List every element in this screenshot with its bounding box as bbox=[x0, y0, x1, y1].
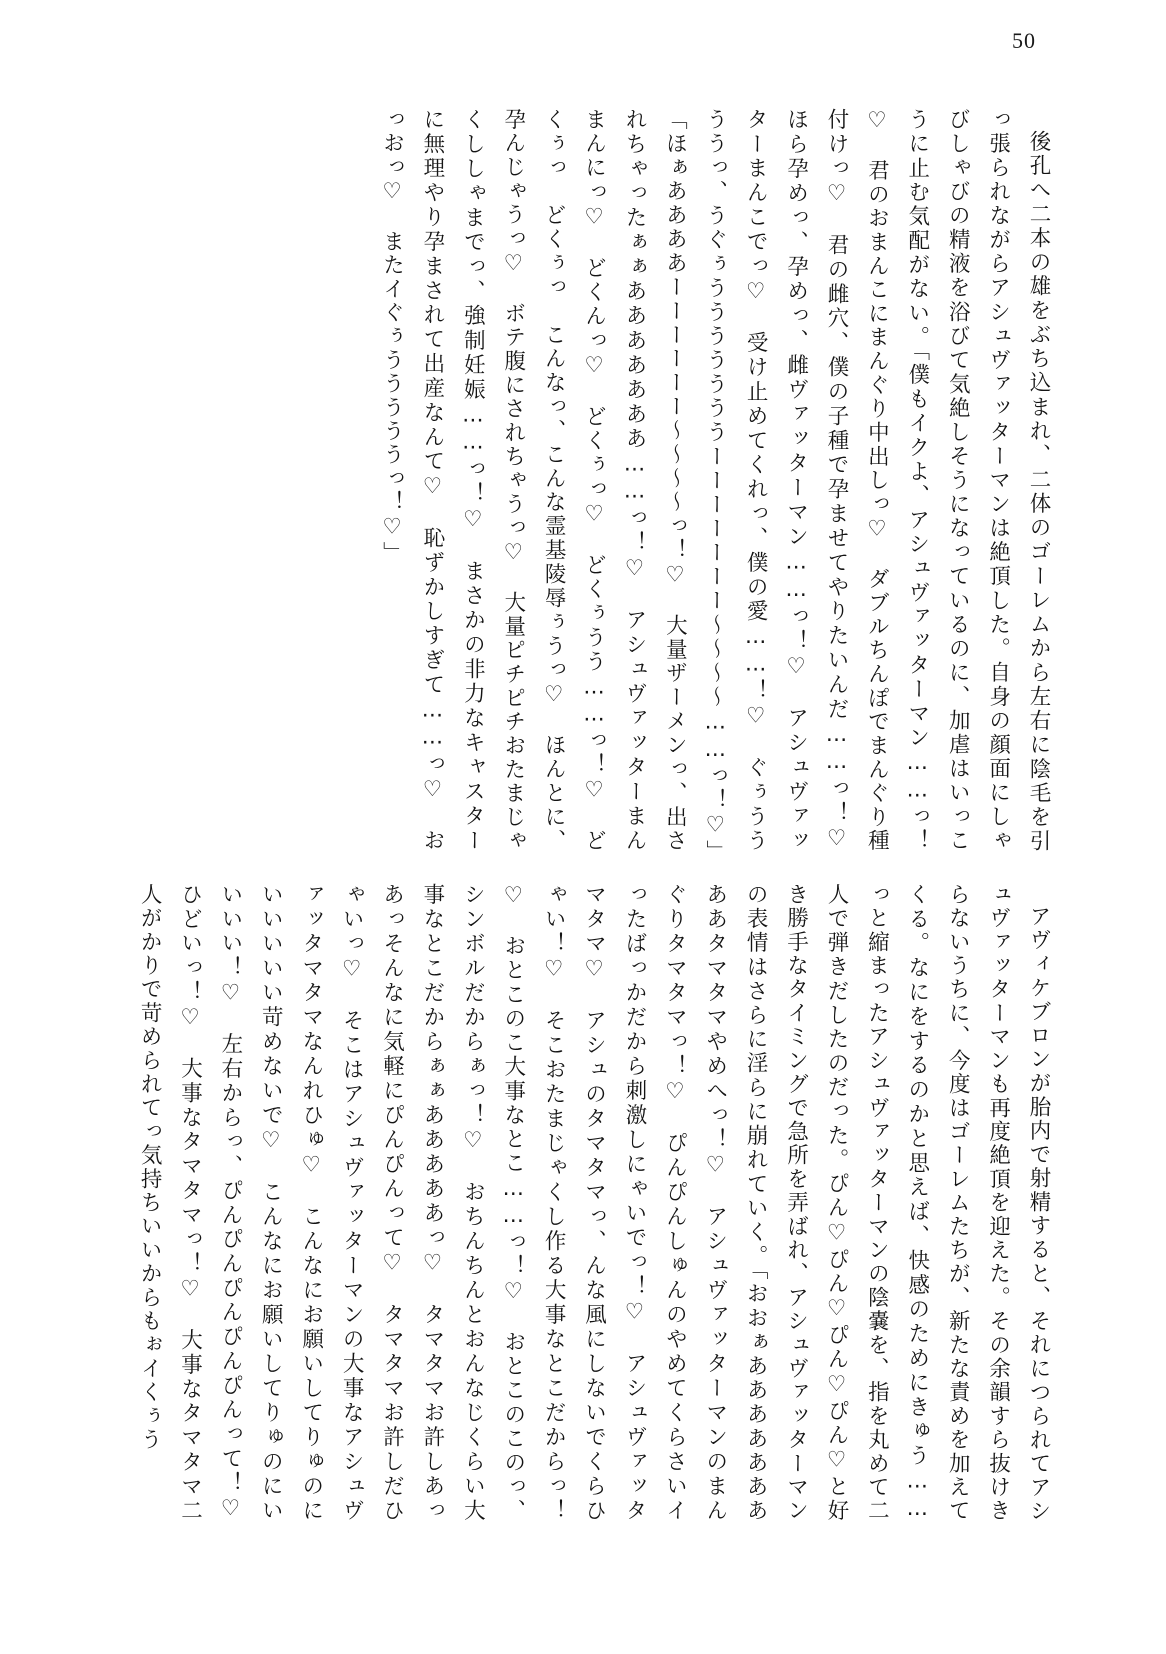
page-body bbox=[108, 108, 1058, 1547]
body-paragraph-1: 後孔へ二本の雄をぶち込まれ、二体のゴーレムから左右に陰毛を引っ張られながらアシュヴァッターマンは絶頂した。自身の顔面にしゃびしゃびの精液を浴びて気絶しそうになっているのに、加虐はいっこうに止む気配がない。「僕もイクよ、アシュヴァッターマン……っ！♡ 君のおまんこにまんぐり中出しっ♡ ダブルちんぽでまんぐり種付けっ♡ 君の雌穴、僕の子種で孕ませてやりたいんだ……っ！♡ ほら孕めっ、孕めっ、雌ヴァッターマン……っ！♡ アシュヴァッターまんこでっ♡ 受け止めてくれっ、僕の愛……！♡ ぐぅううううっ、うぐぅうううううううーーーーーーー〜〜〜〜……っ！♡」「ほぁああああーーーーーー〜〜〜〜っ！♡ 大量ザーメンっ、出されちゃったぁぁあああああああ……っ！♡ アシュヴァッターまんまんにっ♡ どくんっ♡ どくぅっ♡ どくぅうう……っ！♡ どくぅっ どくぅっ こんなっ、こんな霊基陵辱ぅうっ♡ ほんとに、孕んじゃうっ♡ ボテ腹にされちゃうっ♡ 大量ピチピチおたまじゃくししゃまでっ、強制妊娠……っ！♡ まさかの非力なキャスターに無理やり孕まされて出産なんて♡ 恥ずかしすぎて……っ♡ おっおっ♡ またイぐぅうううううっ！♡」 bbox=[379, 108, 1051, 877]
page-number: 50 bbox=[1012, 28, 1036, 53]
body-paragraph-2: アヴィケブロンが胎内で射精すると、それにつられてアシュヴァッターマンも再度絶頂を迎えた。その余韻すら抜けきらないうちに、今度はゴーレムたちが、新たな責めを加えてくる。なにをするのかと思えば、快感のためにきゅう……っと縮まったアシュヴァッターマンの陰嚢を、指を丸めて二人で弾きだしたのだった。ぴん♡ぴん♡ぴん♡ぴん♡と好き勝手なタイミングで急所を弄ばれ、アシュヴァッターマンの表情はさらに淫らに崩れていく。「おおぁあああああああああタマタマやめへっ！♡ アシュヴァッターマンのまんぐりタマタマっ！♡ ぴんぴんしゅんのやめてくらさいイったばっかだから刺激しにゃいでっ！♡ アシュヴァッタマタマ♡ アシュのタマタマっ、んな風にしないでくらひゃい！♡ そこおたまじゃくし作る大事なとこだからっ！♡ おとこのこ大事なとこ……っ！♡ おとこのこのっ、シンボルだからぁっ！♡ おちんちんとおんなじくらい大事なとこだからぁぁあああああっ♡ タマタマお許しあっあっそんなに気軽にぴんぴんって♡ タマタマお許しだひゃいっ♡ そこはアシュヴァッターマンの大事なアシュヴァッタマタマなんれひゅ♡ こんなにお願いしてりゅのにいいいいい苛めないで♡ こんなにお願いしてりゅのにいいいい！♡ 左右からっ、ぴんぴんぴんぴんぴんって！♡ ひどいっ！♡ 大事なタマタマっ！♡ 大事なタマタマ二人がかりで苛められてっ気持ちいいからもぉイくぅう bbox=[137, 883, 1051, 1547]
